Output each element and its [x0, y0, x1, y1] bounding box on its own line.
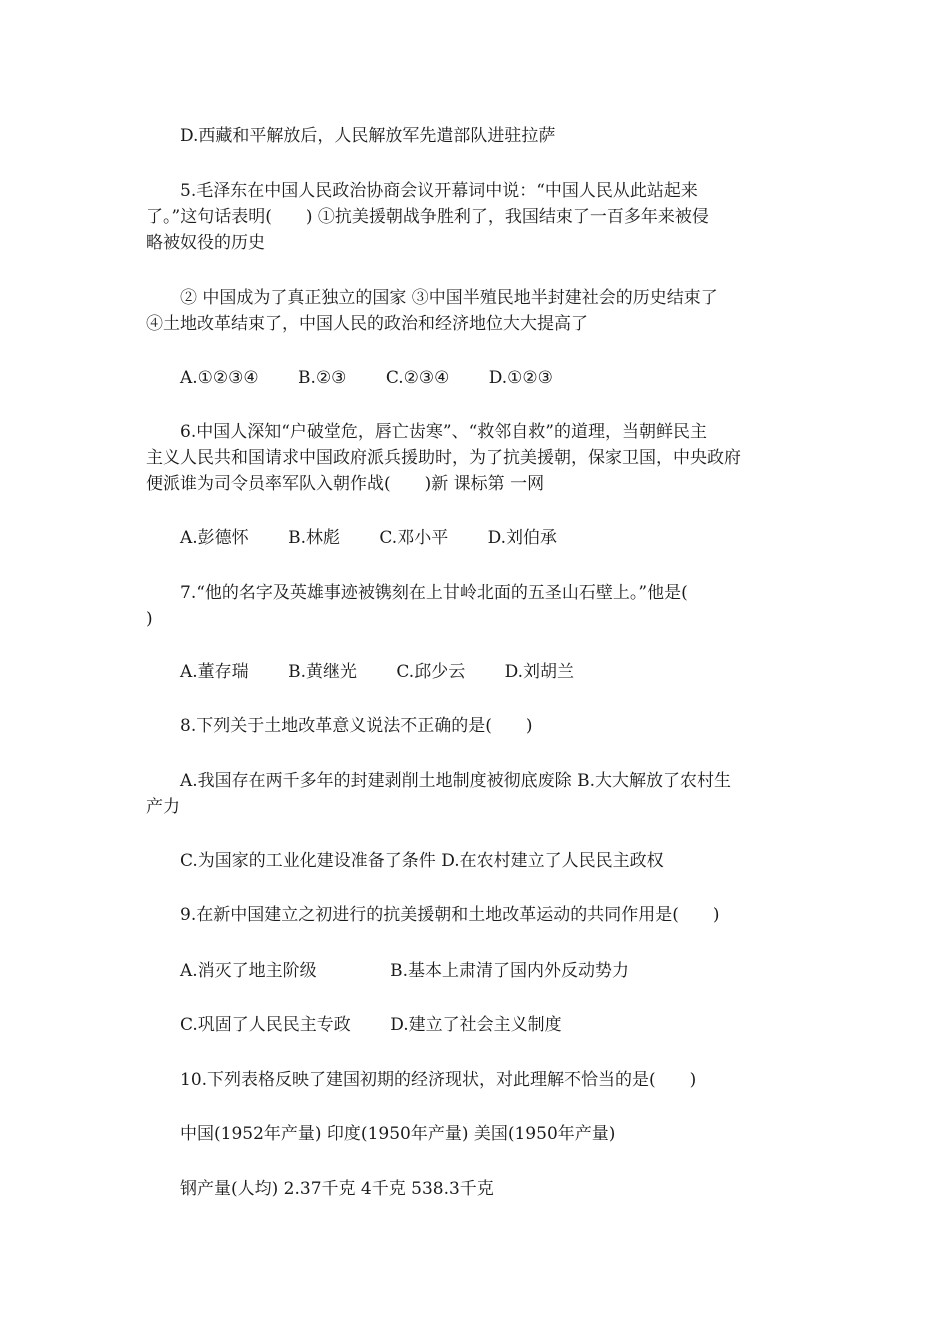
q10-stem: 10.下列表格反映了建国初期的经济现状，对此理解不恰当的是( )	[180, 1070, 697, 1090]
q5-options: A.①②③④ B.②③ C.②③④ D.①②③	[180, 368, 553, 388]
q10-table-row-steel: 钢产量(人均) 2.37千克 4千克 538.3千克	[180, 1179, 494, 1199]
q7-stem-line2: )	[146, 609, 153, 629]
q5-stem-line2: 了。”这句话表明( ) ①抗美援朝战争胜利了，我国结束了一百多年来被侵	[146, 207, 709, 227]
q9-options-line1: A.消灭了地主阶级 B.基本上肃清了国内外反动势力	[180, 961, 629, 981]
q5-stem-line1: 5.毛泽东在中国人民政治协商会议开幕词中说：“中国人民从此站起来	[180, 181, 698, 201]
q5-statements-line2: ④土地改革结束了，中国人民的政治和经济地位大大提高了	[146, 314, 588, 334]
q5-statements-line1: ② 中国成为了真正独立的国家 ③中国半殖民地半封建社会的历史结束了	[180, 288, 718, 308]
q5-stem-line3: 略被奴役的历史	[146, 233, 265, 253]
q6-stem-line2: 主义人民共和国请求中国政府派兵援助时，为了抗美援朝，保家卫国，中央政府	[146, 448, 741, 468]
q4-option-d: D.西藏和平解放后，人民解放军先遣部队进驻拉萨	[180, 126, 556, 146]
q6-stem-line1: 6.中国人深知“户破堂危，唇亡齿寒”、“救邻自救”的道理，当朝鲜民主	[180, 422, 707, 442]
q9-options-line2: C.巩固了人民民主专政 D.建立了社会主义制度	[180, 1015, 562, 1035]
q8-options-line1: A.我国存在两千多年的封建剥削土地制度被彻底废除 B.大大解放了农村生	[180, 771, 731, 791]
q6-stem-line3: 便派谁为司令员率军队入朝作战( )新 课标第 一网	[146, 474, 545, 494]
q8-options-line2: 产力	[146, 797, 180, 817]
q8-options-line3: C.为国家的工业化建设准备了条件 D.在农村建立了人民民主政权	[180, 851, 664, 871]
q6-options: A.彭德怀 B.林彪 C.邓小平 D.刘伯承	[180, 528, 558, 548]
q7-stem-line1: 7.“他的名字及英雄事迹被镌刻在上甘岭北面的五圣山石壁上。”他是(	[180, 583, 688, 603]
q10-table-header: 中国(1952年产量) 印度(1950年产量) 美国(1950年产量)	[180, 1124, 616, 1144]
q8-stem: 8.下列关于土地改革意义说法不正确的是( )	[180, 716, 533, 736]
q9-stem: 9.在新中国建立之初进行的抗美援朝和土地改革运动的共同作用是( )	[180, 905, 720, 925]
q7-options: A.董存瑞 B.黄继光 C.邱少云 D.刘胡兰	[180, 662, 575, 682]
